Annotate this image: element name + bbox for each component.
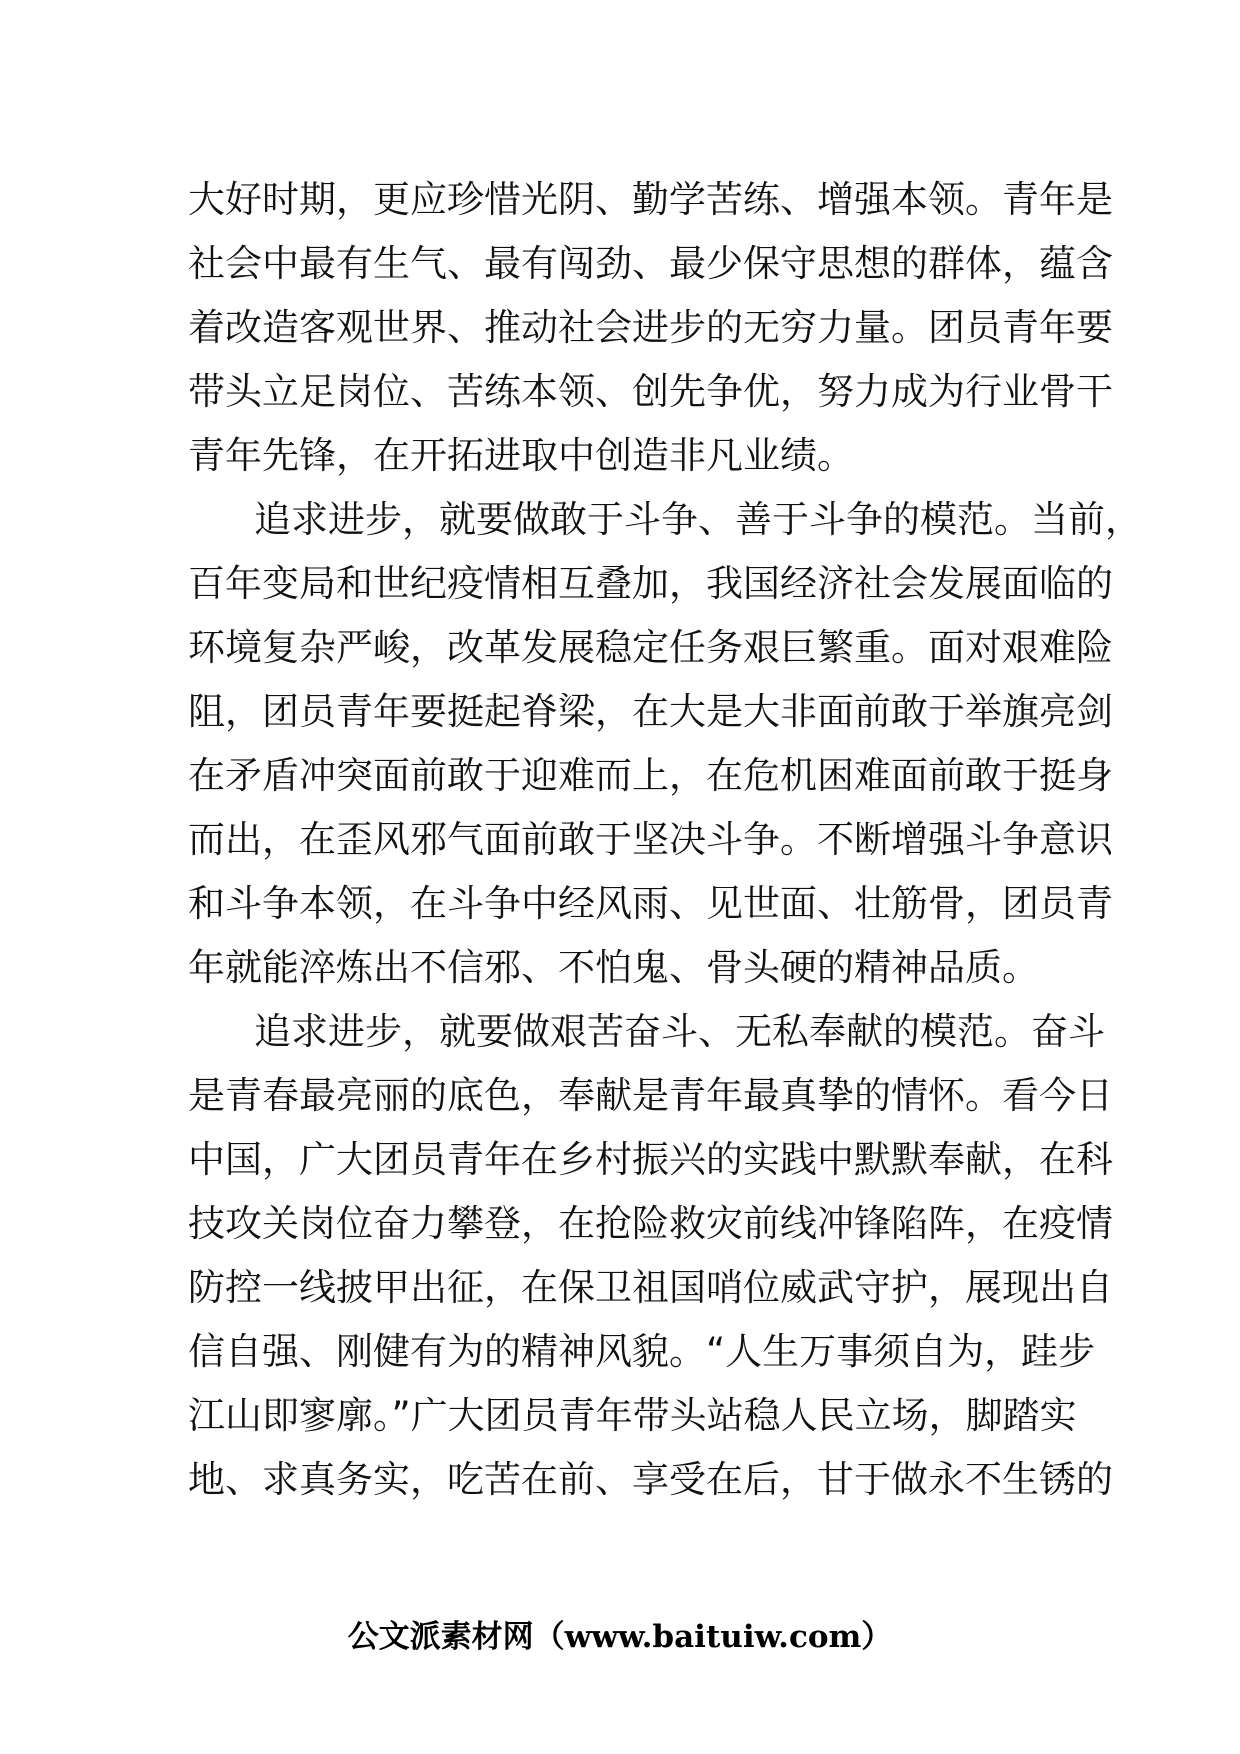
paragraph-2-line-1: 追求进步，就要做敢于斗争、善于斗争的模范。当前， xyxy=(254,498,1142,541)
page-footer: 公文派素材网（www.baituiw.com） xyxy=(347,1619,893,1655)
paragraph-2-line-5: 在矛盾冲突面前敢于迎难而上，在危机困难面前敢于挺身 xyxy=(188,754,1113,797)
paragraph-2-line-6: 而出，在歪风邪气面前敢于坚决斗争。不断增强斗争意识 xyxy=(188,818,1113,861)
paragraph-2-line-4: 阻，团员青年要挺起脊梁，在大是大非面前敢于举旗亮剑 xyxy=(188,690,1113,733)
paragraph-1-line-5: 青年先锋，在开拓进取中创造非凡业绩。 xyxy=(188,434,854,477)
paragraph-2-line-3: 环境复杂严峻，改革发展稳定任务艰巨繁重。面对艰难险 xyxy=(188,626,1113,669)
paragraph-3-line-5: 防控一线披甲出征，在保卫祖国哨位威武守护，展现出自 xyxy=(188,1266,1113,1309)
paragraph-3-line-1: 追求进步，就要做艰苦奋斗、无私奉献的模范。奋斗 xyxy=(254,1010,1105,1053)
paragraph-3-line-7: 江山即寥廓。”广大团员青年带头站稳人民立场，脚踏实 xyxy=(188,1394,1077,1437)
paragraph-3-line-6: 信自强、刚健有为的精神风貌。“人生万事须自为，跬步 xyxy=(188,1330,1096,1373)
paragraph-1-line-4: 带头立足岗位、苦练本领、创先争优，努力成为行业骨干 xyxy=(188,370,1113,413)
paragraph-2-line-8: 年就能淬炼出不信邪、不怕鬼、骨头硬的精神品质。 xyxy=(188,946,1039,989)
paragraph-2-line-7: 和斗争本领，在斗争中经风雨、见世面、壮筋骨，团员青 xyxy=(188,882,1113,925)
paragraph-1-line-3: 着改造客观世界、推动社会进步的无穷力量。团员青年要 xyxy=(188,306,1113,349)
paragraph-3-line-3: 中国，广大团员青年在乡村振兴的实践中默默奉献，在科 xyxy=(188,1138,1113,1181)
paragraph-3-line-4: 技攻关岗位奋力攀登，在抢险救灾前线冲锋陷阵，在疫情 xyxy=(188,1202,1113,1245)
paragraph-1-line-2: 社会中最有生气、最有闯劲、最少保守思想的群体，蕴含 xyxy=(188,242,1113,285)
paragraph-2-line-2: 百年变局和世纪疫情相互叠加，我国经济社会发展面临的 xyxy=(188,562,1113,605)
paragraph-3-line-2: 是青春最亮丽的底色，奉献是青年最真挚的情怀。看今日 xyxy=(188,1074,1113,1117)
document-body xyxy=(188,168,1142,1512)
paragraph-1-line-1: 大好时期，更应珍惜光阴、勤学苦练、增强本领。青年是 xyxy=(188,178,1113,221)
paragraph-3-line-8: 地、求真务实，吃苦在前、享受在后，甘于做永不生锈的 xyxy=(188,1458,1113,1501)
